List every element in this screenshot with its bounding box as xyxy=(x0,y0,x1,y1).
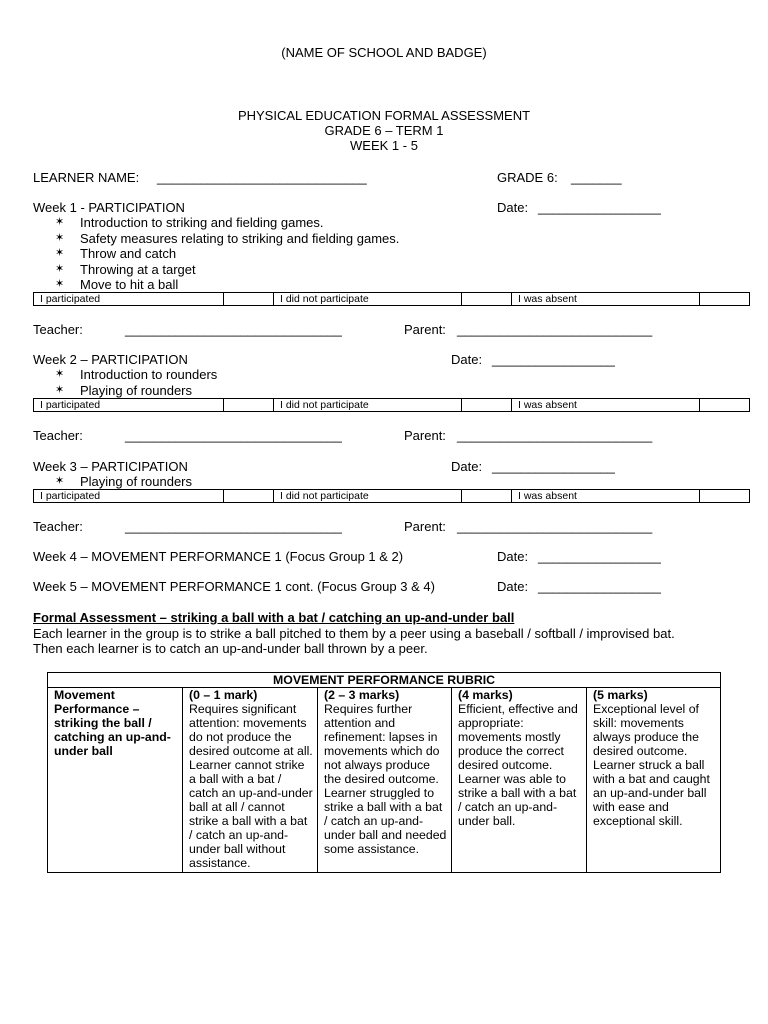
week5-title: Week 5 – MOVEMENT PERFORMANCE 1 cont. (Focus Group 3 & 4) xyxy=(33,579,435,594)
rubric-level-2-3: (2 – 3 marks) Requires further attention and refinement: lapses in movements which do not always produce the desired outcome. Learner struggled to strike a ball with a bat / catch an up-and-under ball and needed some assistance. xyxy=(318,688,452,873)
not-participated-label: I did not participate xyxy=(274,490,462,503)
absent-label: I was absent xyxy=(512,490,700,503)
absent-label: I was absent xyxy=(512,399,700,412)
week3-participation-table xyxy=(33,489,750,503)
asterisk-bullet-icon: ✶ xyxy=(55,232,65,244)
absent-checkbox[interactable] xyxy=(700,293,750,306)
not-participated-label: I did not participate xyxy=(274,293,462,306)
asterisk-bullet-icon: ✶ xyxy=(55,368,65,380)
parent-signature-field[interactable]: ___________________________ xyxy=(457,519,653,534)
participated-checkbox[interactable] xyxy=(224,293,274,306)
teacher-label: Teacher: xyxy=(33,322,83,337)
week5-date-label: Date: xyxy=(497,579,529,594)
week3-title: Week 3 – PARTICIPATION xyxy=(33,459,188,474)
week2-date-label: Date: xyxy=(451,352,483,367)
week1-date-field[interactable]: _________________ xyxy=(538,200,661,215)
asterisk-bullet-icon: ✶ xyxy=(55,278,65,290)
asterisk-bullet-icon: ✶ xyxy=(55,475,65,487)
participated-checkbox[interactable] xyxy=(224,399,274,412)
rubric-level-4: (4 marks) Efficient, effective and appropriate: movements mostly produce the correct desired outcome. Learner was able to strike a ball with a bat / catch an up-and-under ball. xyxy=(452,688,587,873)
rubric-level-5: (5 marks) Exceptional level of skill: movements always produce the desired outcome. Learner struck a ball with a bat and caught an up-and-under ball with ease and exceptional skill. xyxy=(587,688,721,873)
school-name: (NAME OF SCHOOL AND BADGE) xyxy=(281,45,487,60)
week2-date-field[interactable]: _________________ xyxy=(492,352,615,367)
absent-checkbox[interactable] xyxy=(700,399,750,412)
rubric-criterion: Movement Performance – striking the ball / catching an up-and-under ball xyxy=(48,688,183,873)
parent-label: Parent: xyxy=(404,322,446,337)
participated-label: I participated xyxy=(34,293,224,306)
not-participated-checkbox[interactable] xyxy=(462,399,512,412)
grade-label: GRADE 6: xyxy=(497,170,558,185)
week-range-title: WEEK 1 - 5 xyxy=(350,138,418,153)
formal-assessment-text: Then each learner is to catch an up-and-under ball thrown by a peer. xyxy=(33,641,428,656)
week2-title: Week 2 – PARTICIPATION xyxy=(33,352,188,367)
teacher-signature-field[interactable]: ______________________________ xyxy=(125,428,342,443)
parent-label: Parent: xyxy=(404,519,446,534)
week4-title: Week 4 – MOVEMENT PERFORMANCE 1 (Focus Group 1 & 2) xyxy=(33,549,404,564)
teacher-signature-field[interactable]: ______________________________ xyxy=(125,322,342,337)
week2-participation-table xyxy=(33,398,750,412)
rubric-level-0-1: (0 – 1 mark) Requires significant attention: movements do not produce the desired outcome at all. Learner cannot strike a ball with a bat / catch an up-and-under ball at all / cannot strike a ball with a bat / catch an up-and-under ball without assistance. xyxy=(183,688,318,873)
asterisk-bullet-icon: ✶ xyxy=(55,247,65,259)
week5-date-field[interactable]: _________________ xyxy=(538,579,661,594)
week4-date-label: Date: xyxy=(497,549,529,564)
formal-assessment-text: Each learner in the group is to strike a ball pitched to them by a peer using a baseball / softball / improvised bat. xyxy=(33,626,675,641)
movement-performance-rubric xyxy=(47,672,721,873)
learner-name-field[interactable]: _____________________________ xyxy=(157,170,367,185)
absent-label: I was absent xyxy=(512,293,700,306)
asterisk-bullet-icon: ✶ xyxy=(55,384,65,396)
parent-label: Parent: xyxy=(404,428,446,443)
week4-date-field[interactable]: _________________ xyxy=(538,549,661,564)
week1-participation-table xyxy=(33,292,750,306)
participated-label: I participated xyxy=(34,399,224,412)
asterisk-bullet-icon: ✶ xyxy=(55,216,65,228)
participated-checkbox[interactable] xyxy=(224,490,274,503)
rubric-title: MOVEMENT PERFORMANCE RUBRIC xyxy=(48,673,721,688)
week3-date-label: Date: xyxy=(451,459,483,474)
teacher-label: Teacher: xyxy=(33,519,83,534)
not-participated-checkbox[interactable] xyxy=(462,293,512,306)
formal-assessment-heading: Formal Assessment – striking a ball with a bat / catching an up-and-under ball xyxy=(33,610,515,625)
grade-term-title: GRADE 6 – TERM 1 xyxy=(324,123,444,138)
teacher-label: Teacher: xyxy=(33,428,83,443)
grade-field[interactable]: _______ xyxy=(571,170,622,185)
asterisk-bullet-icon: ✶ xyxy=(55,263,65,275)
not-participated-label: I did not participate xyxy=(274,399,462,412)
week1-date-label: Date: xyxy=(497,200,529,215)
not-participated-checkbox[interactable] xyxy=(462,490,512,503)
parent-signature-field[interactable]: ___________________________ xyxy=(457,428,653,443)
week3-date-field[interactable]: _________________ xyxy=(492,459,615,474)
parent-signature-field[interactable]: ___________________________ xyxy=(457,322,653,337)
absent-checkbox[interactable] xyxy=(700,490,750,503)
participated-label: I participated xyxy=(34,490,224,503)
week1-title: Week 1 - PARTICIPATION xyxy=(33,200,185,215)
learner-name-label: LEARNER NAME: xyxy=(33,170,140,185)
assessment-title: PHYSICAL EDUCATION FORMAL ASSESSMENT xyxy=(237,108,531,123)
teacher-signature-field[interactable]: ______________________________ xyxy=(125,519,342,534)
